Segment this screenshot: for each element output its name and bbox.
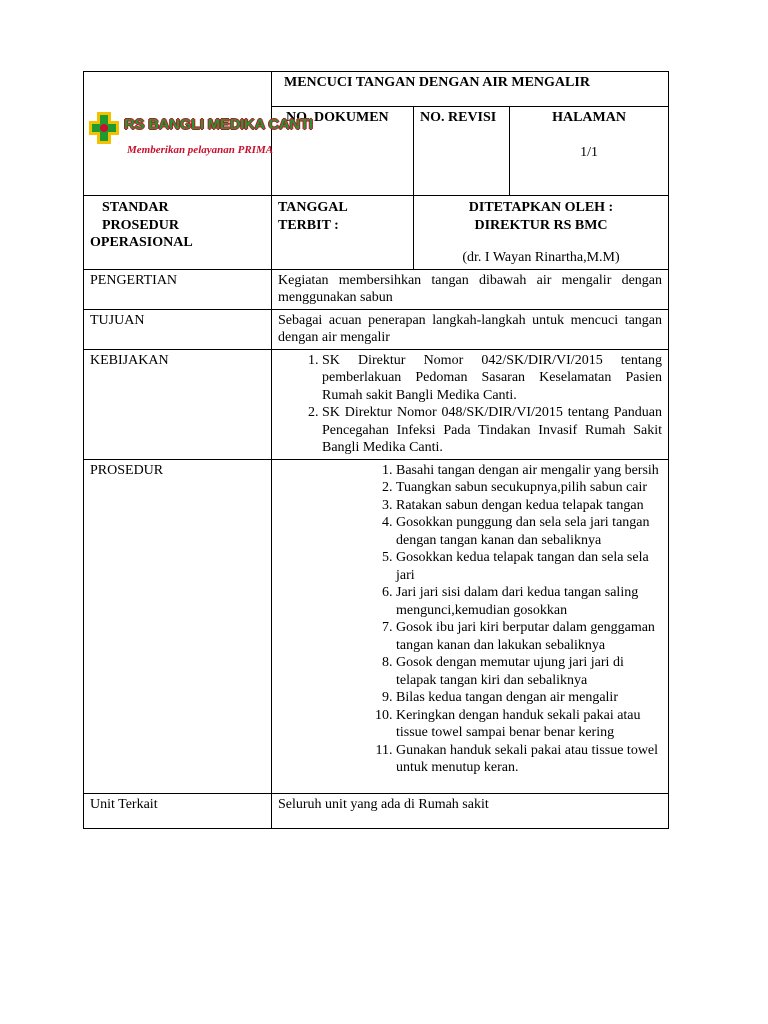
prosedur-step: 4. Gosokkan punggung dan sela sela jari tangan dengan tangan kanan dan sebaliknya — [396, 514, 662, 549]
tujuan-row — [84, 309, 669, 349]
kebijakan-label: KEBIJAKAN — [84, 349, 272, 459]
kebijakan-item: 1. SK Direktur Nomor 042/SK/DIR/VI/2015 tentang pemberlakuan Pedoman Sasaran Keselamatan Pasien Rumah sakit Bangli Medika Canti. — [322, 352, 662, 405]
prosedur-step: 2. Tuangkan sabun secukupnya,pilih sabun cair — [396, 479, 662, 497]
approval-block — [414, 196, 669, 270]
kebijakan-list — [278, 352, 662, 457]
unit-text: Seluruh unit yang ada di Rumah sakit — [272, 793, 669, 828]
prosedur-step: 8. Gosok dengan memutar ujung jari jari di telapak tangan kiri dan sebaliknya — [396, 654, 662, 689]
sop-row — [84, 196, 669, 270]
pengertian-row — [84, 269, 669, 309]
prosedur-row — [84, 459, 669, 793]
prosedur-step: 3. Ratakan sabun dengan kedua telapak tangan — [396, 497, 662, 515]
sop-label — [84, 196, 272, 270]
page-label: HALAMAN — [552, 110, 626, 125]
issued-date-label — [272, 196, 414, 270]
prosedur-label: PROSEDUR — [84, 459, 272, 793]
signatory-name: (dr. I Wayan Rinartha,M.M) — [462, 250, 620, 265]
prosedur-content — [272, 459, 669, 793]
approved-by-line1: DITETAPKAN OLEH : — [468, 200, 614, 215]
prosedur-step: 5. Gosokkan kedua telapak tangan dan sela sela jari — [396, 549, 662, 584]
prosedur-step: 10. Keringkan dengan handuk sekali pakai atau tissue towel sampai benar benar kering — [396, 707, 662, 742]
sop-document-table — [83, 71, 669, 829]
page-cell — [510, 107, 669, 196]
pengertian-text: Kegiatan membersihkan tangan dibawah air mengalir dengan menggunakan sabun — [272, 269, 669, 309]
logo-hospital-name: RS BANGLI MEDIKA CANTI — [124, 116, 313, 133]
hospital-cross-icon — [88, 110, 120, 146]
logo-tagline: Memberikan pelayanan PRIMA — [127, 144, 274, 156]
prosedur-step: 7. Gosok ibu jari kiri berputar dalam genggaman tangan kanan dan lakukan sebaliknya — [396, 619, 662, 654]
kebijakan-item: 2. SK Direktur Nomor 048/SK/DIR/VI/2015 tentang Panduan Pencegahan Infeksi Pada Tindakan Invasif Rumah Sakit Bangli Medika Canti. — [322, 404, 662, 457]
hospital-logo — [84, 72, 313, 195]
logo-cell — [84, 72, 313, 196]
prosedur-list — [278, 462, 662, 777]
pengertian-label: PENGERTIAN — [84, 269, 272, 309]
prosedur-step: 1. Basahi tangan dengan air mengalir yang bersih — [396, 462, 662, 480]
doc-number-label: NO. DOKUMEN — [272, 107, 414, 196]
prosedur-step: 6. Jari jari sisi dalam dari kedua tangan saling mengunci,kemudian gosokkan — [396, 584, 662, 619]
approved-by-line2: DIREKTUR RS BMC — [474, 217, 608, 233]
sop-label-line3: OPERASIONAL — [90, 235, 193, 250]
title-row — [84, 72, 669, 107]
tujuan-label: TUJUAN — [84, 309, 272, 349]
sop-label-line1: STANDAR — [102, 200, 169, 215]
page-value: 1/1 — [580, 144, 598, 160]
sop-label-line2: PROSEDUR — [102, 217, 180, 233]
kebijakan-content — [272, 349, 669, 459]
document-title: MENCUCI TANGAN DENGAN AIR MENGALIR — [272, 72, 669, 107]
tujuan-text: Sebagai acuan penerapan langkah-langkah untuk mencuci tangan dengan air mengalir — [272, 309, 669, 349]
issued-label-line1: TANGGAL — [278, 200, 348, 215]
unit-label: Unit Terkait — [84, 793, 272, 828]
kebijakan-row — [84, 349, 669, 459]
revision-label: NO. REVISI — [414, 107, 510, 196]
issued-label-line2: TERBIT : — [278, 217, 339, 233]
prosedur-step: 9. Bilas kedua tangan dengan air mengalir — [396, 689, 662, 707]
prosedur-step: 11. Gunakan handuk sekali pakai atau tissue towel untuk menutup keran. — [396, 742, 662, 777]
unit-row — [84, 793, 669, 828]
